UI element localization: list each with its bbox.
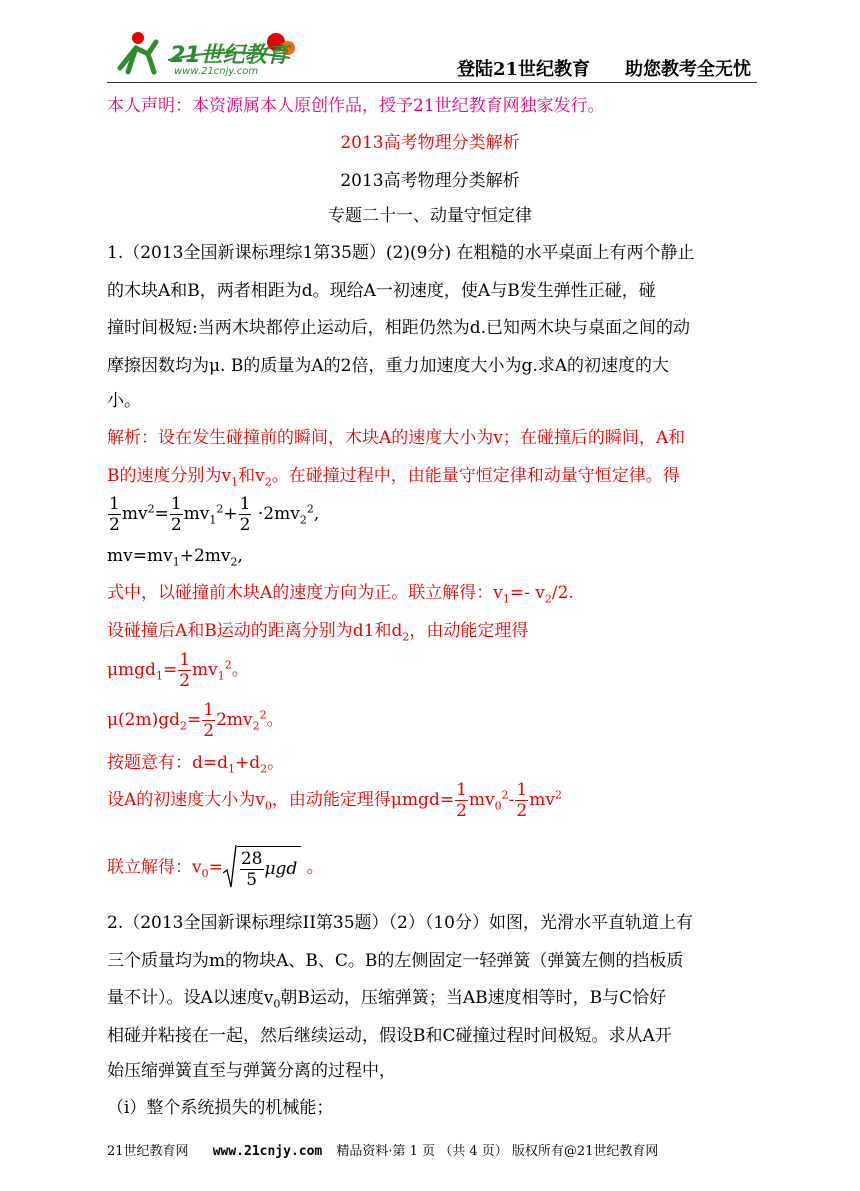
title-3: 专题二十一、动量守恒定律 bbox=[328, 206, 532, 226]
footer-site: 21世纪教育网 bbox=[107, 1144, 189, 1159]
q2-line-3: 量不计）。设A以速度$v_0$朝B运动，压缩弹簧；当AB速度相等时，B与C恰好 bbox=[107, 988, 667, 1011]
logo-text: 21世纪教育 bbox=[170, 43, 289, 68]
footer-url[interactable]: www.21cnjy.com bbox=[212, 1144, 323, 1159]
a1-line-1: 解析：设在发生碰撞前的瞬间，木块A的速度大小为v；在碰撞后的瞬间，A和 bbox=[107, 428, 686, 448]
a1-line-2: B的速度分别为$v_1$和$v_2$。在碰撞过程中，由能量守恒定律和动量守恒定律。得 bbox=[107, 466, 680, 489]
q1-line-5: 小。 bbox=[107, 391, 141, 411]
q2-line-5: 始压缩弹簧直至与弹簧分离的过程中， bbox=[107, 1061, 396, 1081]
equation-momentum: $mv=mv_1+2mv_2$, bbox=[107, 546, 243, 569]
a1-line-10: 按题意有：$d=d_1+d_2$。 bbox=[107, 753, 285, 776]
q2-line-4: 相碰并粘接在一起，然后继续运动，假设B和C碰撞过程时间极短。求从A开 bbox=[107, 1026, 672, 1046]
header-slogan-left: 登陆21世纪教育 bbox=[457, 59, 591, 80]
q1-line-3: 撞时间极短:当两木块都停止运动后，相距仍然为d.已知两木块与桌面之间的动 bbox=[107, 318, 691, 338]
a1-line-12: 联立解得：$v_0=$ $\frac{28}{5}$ μgd 。 bbox=[107, 845, 324, 891]
a1-line-11: 设A的初速度大小为$v_0$，由动能定理得μmgd= $\frac{1}{2}$ $mv_0^2-$ $\frac{1}{2}$ $mv^2$ bbox=[107, 780, 562, 821]
copyright-notice: 本人声明：本资源属本人原创作品，授予21世纪教育网独家发行。 bbox=[107, 96, 605, 116]
header-logo bbox=[108, 28, 298, 84]
footer bbox=[107, 1140, 658, 1159]
q2-line-2: 三个质量均为m的物块A、B、C。B的左侧固定一轻弹簧（弹簧左侧的挡板质 bbox=[107, 951, 684, 971]
a1-line-7: 设碰撞后A和B运动的距离分别为d1和$d_2$，由动能定理得 bbox=[107, 621, 529, 644]
title-1: 2013高考物理分类解析 bbox=[340, 133, 520, 153]
header-rule bbox=[107, 82, 757, 83]
q2-line-1: 2.（2013全国新课标理综II第35题）（2）（10分）如图，光滑水平直轨道上有 bbox=[107, 913, 693, 933]
equation-energy: $\frac{1}{2}$ $mv^2=$ $\frac{1}{2}$ $mv_1^2+$ $\frac{1}{2}$ $\cdot 2mv_2^2$, bbox=[109, 494, 320, 535]
title-2: 2013高考物理分类解析 bbox=[340, 171, 520, 191]
q1-line-4: 摩擦因数均为μ. B的质量为A的2倍，重力加速度大小为g.求A的初速度的大 bbox=[107, 356, 670, 376]
header-slogan-right: 助您教考全无忧 bbox=[625, 59, 751, 80]
a1-line-6: 式中，以碰撞前木块A的速度方向为正。联立解得：$v_1=-$ $v_2/2$. bbox=[107, 583, 574, 606]
logo-url: www.21cnjy.com bbox=[174, 66, 259, 77]
equation-d2: $\mu(2m)gd_2=$ $\frac{1}{2}$ $2mv_2^2$。 bbox=[107, 700, 284, 741]
sqrt-expression: $\frac{28}{5}$ μgd bbox=[223, 845, 301, 891]
q1-line-1: 1.（2013全国新课标理综1第35题）(2)(9分) 在粗糙的水平桌面上有两个静止 bbox=[107, 243, 695, 263]
equation-d1: μmgd$_1$= $\frac{1}{2}$ $mv_1^2$。 bbox=[107, 650, 249, 691]
q1-line-2: 的木块A和B，两者相距为d。现给A一初速度，使A与B发生弹性正碰，碰 bbox=[107, 281, 656, 301]
q2-line-6: （i）整个系统损失的机械能； bbox=[107, 1098, 334, 1118]
footer-page: 精品资料·第 1 页 （共 4 页） 版权所有@21世纪教育网 bbox=[336, 1144, 659, 1159]
